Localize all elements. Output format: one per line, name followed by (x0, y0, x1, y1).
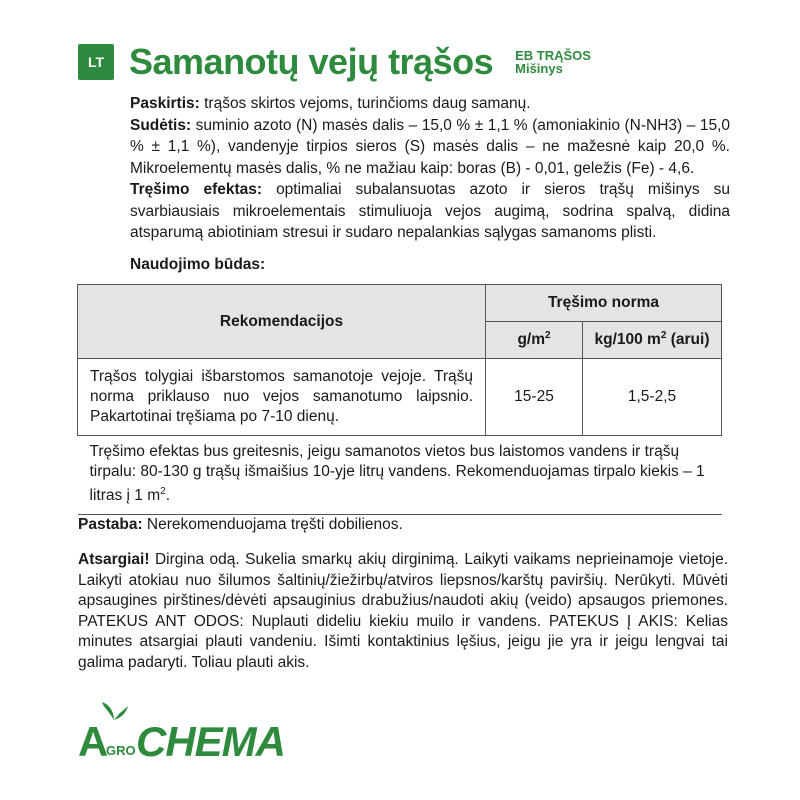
composition-label: Sudėtis: (130, 116, 192, 134)
header-kg-text-a: kg/100 m (594, 331, 661, 349)
header-g-per-m2 (486, 322, 583, 359)
purpose-paragraph (130, 93, 730, 115)
header-kg-sup: 2 (660, 330, 667, 342)
row-g-value: 15-25 (486, 359, 583, 436)
composition-paragraph (130, 115, 730, 180)
header-kg-per-are (583, 322, 722, 359)
warning-paragraph (78, 550, 728, 673)
warning-label: Atsargiai! (78, 551, 150, 568)
table-note (78, 436, 722, 515)
logo-graphic (78, 700, 328, 760)
usage-heading: Naudojimo būdas: (130, 256, 266, 273)
warning-body: Dirgina odą. Sukelia smarkų akių dirginimą. Laikyti vaikams neprieinamoje vietoje. Laikyti atokiau nuo šilumos šaltinių/žiežirbų/atviros liepsnos/karštų paviršių. Nerūkyti. Mūvėti apsaugines pirštines/dėvėti apsauginius drabužius/naudoti akių (veido) apsaugos priemones. PATEKUS ANT ODOS: Nuplauti dideliu kiekiu muilo ir vandens. PATEKUS Į AKIS: Kelias minutes atsargiai plauti vandeniu. Išimti kontaktinius lęšius, jeigu jie yra ir jeigu lengvai tai galima padaryti. Toliau plauti akis. (78, 551, 728, 671)
eb-line-1: EB TRĄŠOS (515, 48, 591, 63)
table-note-row (78, 436, 722, 515)
note-end: . (165, 487, 170, 505)
intro-section (130, 93, 730, 244)
effect-paragraph (130, 179, 730, 244)
eb-line-2: Mišinys (515, 61, 563, 76)
language-badge: LT (78, 44, 114, 80)
header-g-text: g/m (517, 331, 545, 349)
logo-chema: CHEMA (136, 718, 285, 760)
logo-letter-a: A (78, 718, 109, 760)
eb-fertilizer-label (515, 49, 591, 75)
composition-text: suminio azoto (N) masės dalis – 15,0 % ± 1,1 % (amoniakinio (N-NH3) – 15,0 % ± 1,1 %), vandenyje tirpios sieros (S) masės dalis – ne mažesnė kaip 20,0 %. Mikroelementų masės dalis, % ne mažiau kaip: boras (B) - 0,01, geležis (Fe) - 4,6. (130, 116, 730, 177)
header-recommendations: Rekomendacijos (78, 285, 486, 359)
purpose-text: trąšos skirtos vejoms, turinčioms daug samanų. (199, 95, 531, 112)
agrochema-logo (78, 700, 328, 765)
recommendation-table (77, 284, 722, 515)
header (78, 42, 591, 82)
note-sup: 2 (160, 486, 166, 497)
effect-label: Tręšimo efektas: (130, 181, 263, 198)
header-kg-text-b: (arui) (666, 331, 710, 349)
table-row (78, 359, 722, 436)
header-rate: Tręšimo norma (486, 285, 722, 322)
effect-text: optimaliai subalansuotas azoto ir sieros trąšų mišinys su svarbiausiais mikroelementais stimuliuoja vejos augimą, sodrina spalvą, didina atsparumą abiotiniam stresui ir sudaro nepalankias sąlygas samanoms plisti. (130, 181, 730, 241)
product-title: Samanotų vejų trąšos (129, 41, 494, 82)
logo-gro: GRO (106, 743, 136, 758)
note-label: Pastaba: (78, 516, 143, 533)
row-kg-value: 1,5-2,5 (583, 359, 722, 436)
header-g-sup: 2 (545, 330, 551, 342)
note-text: Tręšimo efektas bus greitesnis, jeigu samanotos vietos bus laistomos vandens ir trąšų tirpalu: 80-130 g trąšų išmaišius 10-yje litrų vandens. Rekomenduojamas tirpalo kiekis – 1 litras į 1 m (89, 443, 705, 505)
purpose-label: Paskirtis: (130, 95, 200, 112)
note-paragraph (78, 516, 728, 534)
note-body: Nerekomenduojama tręšti dobilienos. (142, 516, 403, 533)
row-description: Trąšos tolygiai išbarstomos samanotoje vejoje. Trąšų norma priklauso nuo vejos samanotumo laipsnio. Pakartotinai tręšiama po 7-10 dienų. (78, 359, 486, 436)
